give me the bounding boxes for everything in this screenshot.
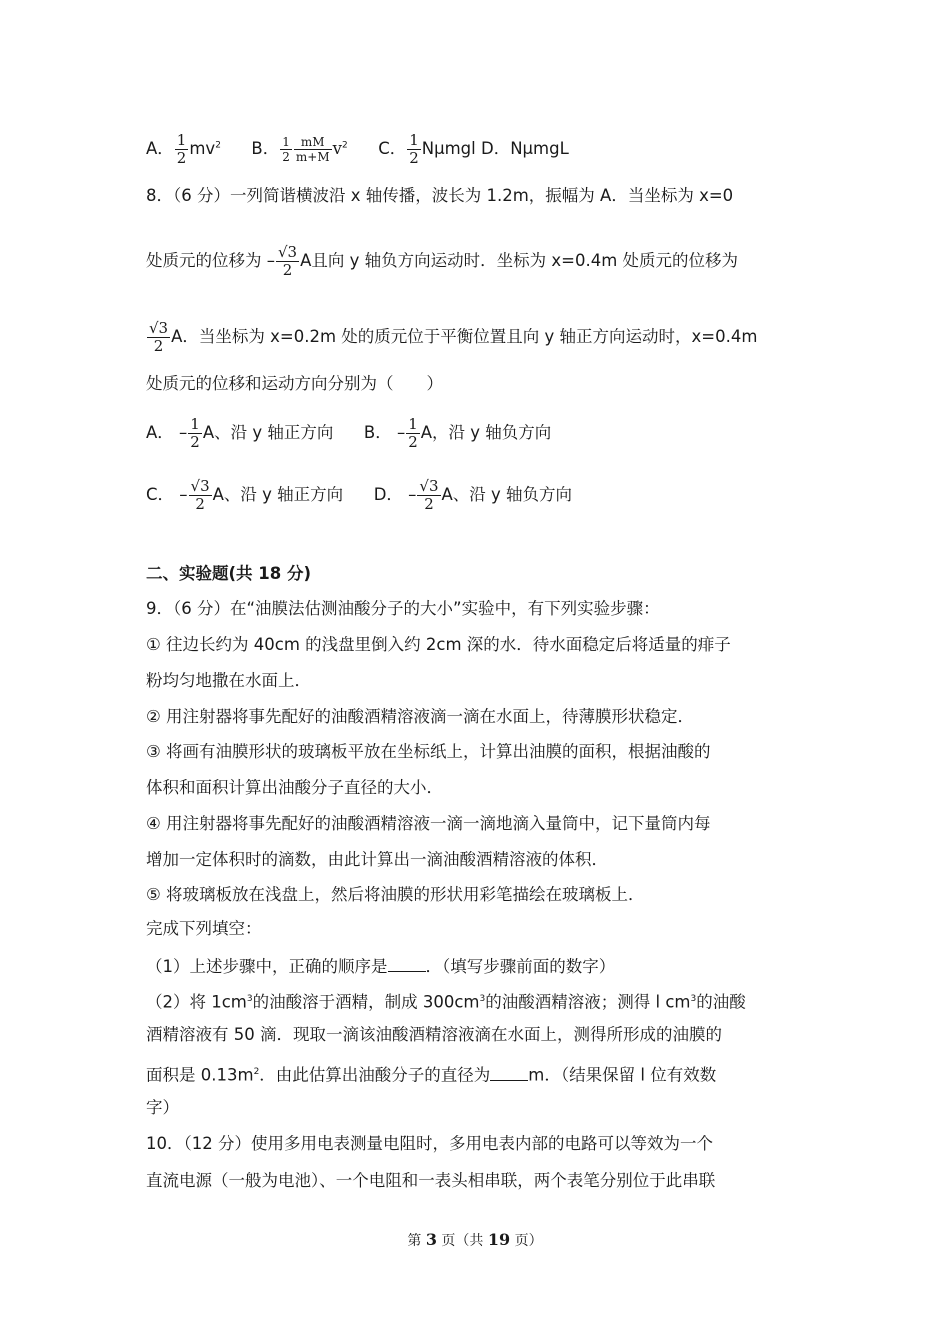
q8-stem-line-3: $\frac{√3}{2}$ A．当坐标为 x=0.2m 处的质元位于平衡位置且向 y 轴正方向运动时，x=0.4m	[149, 319, 758, 355]
answer-blank[interactable]	[388, 953, 426, 972]
q8-option-c-label: C．	[146, 485, 175, 504]
q9-step-1-line-2: 粉均匀地撒在水面上．	[146, 671, 311, 690]
q7-option-c-fraction: $\frac{1}{2}$	[409, 131, 419, 167]
q9-step-4-line-1: ④ 用注射器将事先配好的油酸酒精溶液一滴一滴地滴入量筒中，记下量筒内每	[146, 814, 711, 833]
q8-option-d-text: A、沿 y 轴负方向	[441, 485, 573, 504]
q8-option-b-label: B．	[363, 423, 392, 442]
q8-sqrt3-over-2: $\frac{√3}{2}$	[278, 243, 298, 279]
q7-option-b-tail: v	[332, 139, 342, 158]
q9-stem: 9．（6 分）在“油膜法估测油酸分子的大小”实验中，有下列实验步骤：	[146, 599, 660, 618]
q9-fill-instruction: 完成下列填空：	[146, 919, 262, 938]
q8-stem-line-2: 处质元的位移为 – $\frac{√3}{2}$ A且向 y 轴负方向运动时．坐标为 x=0.4m 处质元的位移为	[146, 243, 739, 279]
q7-option-d-text: NμmgL	[510, 139, 569, 158]
q7-option-c-label: C．	[378, 139, 407, 158]
answer-blank[interactable]	[490, 1062, 528, 1081]
q7-options	[146, 132, 810, 167]
q7-option-a-tail: mv	[189, 139, 216, 158]
q8-option-a-label: A．	[146, 423, 174, 442]
q8-sqrt3-over-2: $\frac{√3}{2}$	[149, 319, 169, 355]
q8-option-b-fraction: $\frac{1}{2}$	[408, 415, 418, 451]
q10-stem-line-2: 直流电源（一般为电池）、一个电阻和一表头相串联，两个表笔分别位于此串联	[146, 1171, 716, 1190]
q8-option-c-fraction: $\frac{√3}{2}$	[190, 477, 210, 513]
q9-part-2-line-2: 酒精溶液有 50 滴．现取一滴该油酸酒精溶液滴在水面上，测得所形成的油膜的	[146, 1025, 722, 1044]
q7-option-b-fraction-2: $\frac{mM}{m+M}$	[295, 135, 330, 164]
section-title: 二、实验题(共 18 分)	[146, 564, 312, 583]
q8-option-b-text: A，沿 y 轴负方向	[420, 423, 552, 442]
q8-option-a-fraction: $\frac{1}{2}$	[190, 415, 200, 451]
q7-option-c-tail: Nμmgl	[421, 139, 476, 158]
q9-step-4-line-2: 增加一定体积时的滴数，由此计算出一滴油酸酒精溶液的体积．	[146, 850, 608, 869]
q8-option-a-text: A、沿 y 轴正方向	[202, 423, 334, 442]
q8-options-ab: A． – $\frac{1}{2}$ A、沿 y 轴正方向 B． – $\frac{1}{2}$ A，沿 y 轴负方向	[146, 415, 552, 451]
q9-part-1: （1）上述步骤中，正确的顺序是 ．（填写步骤前面的数字）	[146, 953, 810, 978]
q7-option-b-label: B．	[251, 139, 280, 158]
q8-option-c-text: A、沿 y 轴正方向	[212, 485, 344, 504]
q9-step-5: ⑤ 将玻璃板放在浅盘上，然后将油膜的形状用彩笔描绘在玻璃板上．	[146, 885, 645, 904]
q9-part-2-line-4: 字）	[146, 1098, 179, 1117]
q8-option-d-fraction: $\frac{√3}{2}$	[419, 477, 439, 513]
q9-part-2-line-3: 面积是 $0.13m^2$．由此估算出油酸分子的直径为 m．（结果保留 l 位有效数	[146, 1061, 810, 1087]
page-footer: 第 3 页（共 19 页）	[407, 1230, 543, 1249]
page-number: 3	[425, 1230, 437, 1249]
q7-option-a-label: A．	[146, 139, 174, 158]
q8-options-cd: C． – $\frac{√3}{2}$ A、沿 y 轴正方向 D． – $\frac{√3}{2}$ A、沿 y 轴负方向	[146, 477, 573, 513]
q8-stem-line-1: 8．（6 分）一列简谐横波沿 x 轴传播，波长为 1.2m，振幅为 A．当坐标为 x=0	[146, 186, 734, 205]
page-total: 19	[487, 1230, 511, 1249]
q9-step-3-line-1: ③ 将画有油膜形状的玻璃板平放在坐标纸上，计算出油膜的面积，根据油酸的	[146, 742, 711, 761]
q8-stem-line-4: 处质元的位移和运动方向分别为（ ）	[146, 374, 443, 393]
q9-step-3-line-2: 体积和面积计算出油酸分子直径的大小．	[146, 778, 443, 797]
q7-option-b-fraction-1: $\frac{1}{2}$	[282, 135, 290, 164]
superscript-2: 2	[341, 140, 348, 151]
superscript-2: 2	[215, 140, 221, 151]
q10-stem-line-1: 10．（12 分）使用多用电表测量电阻时，多用电表内部的电路可以等效为一个	[146, 1134, 713, 1153]
q8-option-d-label: D．	[373, 485, 403, 504]
q9-step-1-line-1: ① 往边长约为 40cm 的浅盘里倒入约 2cm 深的水．待水面稳定后将适量的痱子	[146, 635, 731, 654]
q9-part-2-line-1: （2）将 $1cm^3$的油酸溶于酒精，制成 $300cm^3$的油酸酒精溶液；测得 l $cm^3$的油酸	[146, 992, 746, 1012]
q9-step-2: ② 用注射器将事先配好的油酸酒精溶液滴一滴在水面上，待薄膜形状稳定．	[146, 707, 695, 726]
q7-option-a-fraction: $\frac{1}{2}$	[176, 131, 187, 167]
q7-option-d-label: D．	[481, 139, 511, 158]
